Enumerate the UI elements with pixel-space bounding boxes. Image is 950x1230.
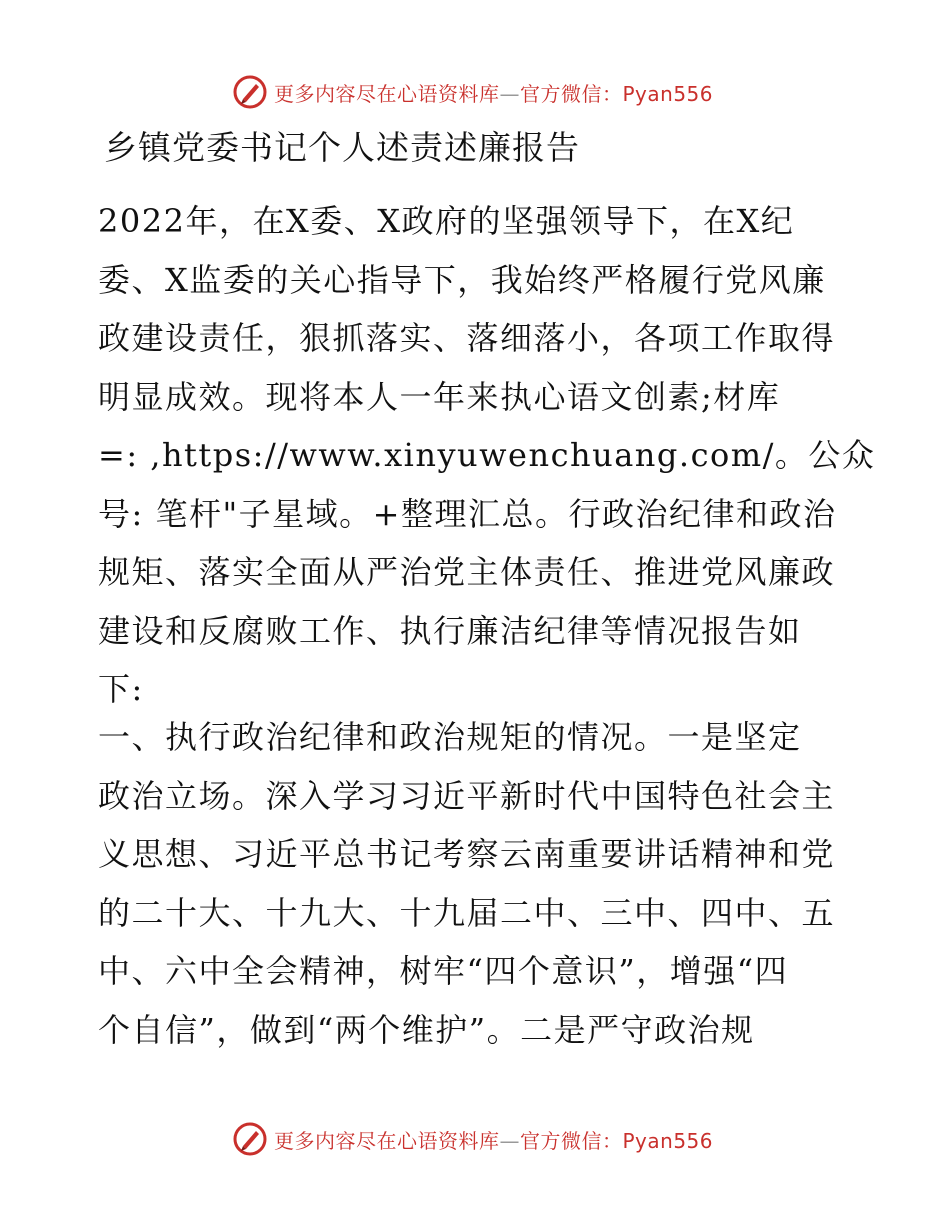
- watermark-slogan: 更多内容尽在心语资料库: [274, 1128, 500, 1153]
- watermark-banner-bottom: [0, 1117, 950, 1161]
- watermark-wechat-id: Pyan556: [622, 1128, 714, 1153]
- pen-logo-icon: [232, 1121, 268, 1157]
- watermark-wechat-label: 官方微信：: [520, 81, 623, 106]
- text-line: 明显成效。现将本人一年来执心语文创素;材库: [98, 377, 781, 416]
- paragraph-1: [98, 192, 876, 719]
- text-line: 建设和反腐败工作、执行廉洁纪律等情况报告如: [98, 611, 802, 650]
- text-line: 政治立场。深入学习习近平新时代中国特色社会主: [98, 776, 836, 815]
- text-line: 规矩、落实全面从严治党主体责任、推进党风廉政: [98, 553, 836, 591]
- text-line: 义思想、习近平总书记考察云南重要讲话精神和党: [98, 835, 836, 873]
- document-title: 乡镇党委书记个人述责述廉报告: [104, 128, 580, 167]
- watermark-wechat-id: Pyan556: [622, 81, 714, 106]
- text-line: 政建设责任，狠抓落实、落细落小，各项工作取得: [98, 319, 836, 357]
- pen-logo-icon: [232, 74, 268, 110]
- text-line: 中、六中全会精神，树牢“四个意识”，增强“四: [98, 952, 789, 990]
- text-line: 委、X监委的关心指导下，我始终严格履行党风廉: [98, 260, 826, 299]
- watermark-banner-top: [0, 70, 950, 114]
- watermark-text: [274, 1125, 713, 1154]
- text-line: 2022年，在X委、X政府的坚强领导下，在X纪: [98, 202, 795, 240]
- watermark-separator: —: [499, 1128, 520, 1153]
- text-line: 下:: [98, 670, 144, 708]
- watermark-separator: —: [499, 81, 520, 106]
- text-line: =: ,https://www.xinyuwenchuang.com/。公众: [98, 436, 876, 474]
- watermark-text: [274, 78, 713, 107]
- watermark-wechat-label: 官方微信：: [520, 1128, 623, 1153]
- text-line: 的二十大、十九大、十九届二中、三中、四中、五: [98, 893, 836, 932]
- paragraph-2: [98, 708, 853, 1059]
- text-line: 一、执行政治纪律和政治规矩的情况。一是坚定: [98, 718, 802, 756]
- watermark-slogan: 更多内容尽在心语资料库: [274, 81, 500, 106]
- text-line: 号: 笔杆"子星域。+整理汇总。行政治纪律和政治: [98, 494, 837, 533]
- text-line: 个自信”，做到“两个维护”。二是严守政治规: [98, 1010, 755, 1049]
